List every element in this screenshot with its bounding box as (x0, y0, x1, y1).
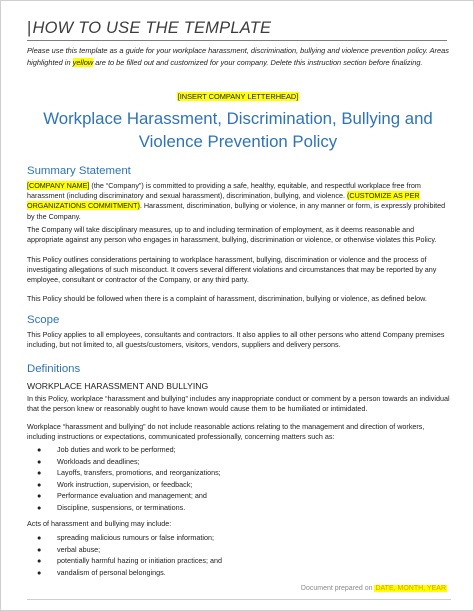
bullet-icon: ● (37, 479, 42, 489)
bullet-icon: ● (37, 456, 42, 466)
list-item-text: potentially harmful hazing or initiation practices; and (57, 556, 223, 565)
definitions-heading: Definitions (27, 363, 81, 375)
definitions-paragraph-1: In this Policy, workplace “harassment and bullying” includes any inappropriate conduct or comment by a person towards an individual that the person knew or reasonably ought to have known would cause them to be humiliated or intimidated. (27, 394, 450, 414)
list-item-text: spreading malicious rumours or false information; (57, 533, 214, 542)
bullet-icon: ● (37, 468, 42, 477)
customize-placeholder: (CUSTOMIZE AS PER ORGANIZATIONS COMMITMENT) (27, 191, 420, 211)
management-actions-list (37, 444, 221, 513)
footer-prefix: Document prepared on (300, 585, 375, 592)
letterhead-text: [INSERT COMPANY LETTERHEAD] (177, 92, 299, 101)
scope-heading: Scope (27, 314, 60, 326)
list-item (37, 479, 221, 491)
instructions-text (27, 45, 451, 68)
list-item (37, 490, 221, 502)
scope-paragraph: This Policy applies to all employees, consultants and contractors. It also applies to all other persons who attend Company premises including, but not limited to, all guests/customers, visitors, vendors, suppliers and delivery persons. (27, 330, 445, 350)
bullet-icon: ● (37, 502, 42, 512)
harassment-acts-list (37, 532, 222, 578)
bullet-icon: ● (37, 544, 42, 554)
bullet-icon: ● (37, 556, 42, 565)
summary-paragraph-3: This Policy outlines considerations pertaining to workplace harassment, bullying, discrimination or violence and the process of investigating allegations of such misconduct. It covers several different violations and circumstances that may be reported by any employee, consultant or contractor of the Company, or any third party. (27, 255, 437, 285)
list-item (37, 544, 222, 556)
list-item-text: Work instruction, supervision, or feedback; (57, 479, 193, 489)
bullet-icon: ● (37, 491, 42, 500)
definitions-paragraph-2: Workplace “harassment and bullying” do not include reasonable actions relating to the management and direction of workers, including instructions or expectations, communicated professionally, concerning matters such as: (27, 422, 425, 442)
list-item (37, 502, 221, 514)
list-item (37, 456, 221, 468)
list-item (37, 567, 222, 579)
definitions-paragraph-3: Acts of harassment and bullying may include: (27, 519, 172, 528)
letterhead-placeholder (1, 92, 474, 101)
list-item (37, 467, 221, 479)
summary-p1-text2: . Harassment, discrimination, bullying or violence, in any manner or form, is expressly prohibited by the Company. (27, 201, 446, 221)
bullet-icon: ● (37, 445, 42, 454)
footer-divider (27, 599, 451, 600)
how-to-title-text: HOW TO USE THE TEMPLATE (32, 19, 272, 37)
list-item-text: Workloads and deadlines; (57, 456, 140, 466)
definitions-subheading: WORKPLACE HARASSMENT AND BULLYING (27, 381, 209, 391)
bullet-icon: ● (37, 533, 42, 542)
bullet-icon: ● (37, 567, 42, 577)
list-item-text: verbal abuse; (57, 544, 101, 554)
instructions-part2: are to be filled out and customized for your company. Delete this instruction section before finalizing. (93, 57, 423, 67)
summary-p1-text1: (the “Company”) is committed to providing a safe, healthy, equitable, and respectful workplace free from harassment (including discriminatory and sexual harassment), discrimination, bullying, and violence. (27, 181, 421, 201)
list-item (37, 555, 222, 567)
summary-paragraph-2: The Company will take disciplinary measures, up to and including termination of employment, as it deems reasonable and appropriate against any person who engages in harassment, bullying, discrimination or violence, or otherwise violates this Policy. (27, 225, 437, 245)
list-item-text: Discipline, suspensions, or terminations. (57, 502, 186, 512)
list-item-text: vandalism of personal belongings. (57, 567, 166, 577)
company-name-placeholder: [COMPANY NAME] (27, 181, 90, 190)
how-to-title (27, 19, 447, 41)
instructions-part1: Please use this template as a guide for your workplace harassment, discrimination, bullying and violence prevention policy. Areas highlighted in (27, 46, 449, 67)
summary-heading: Summary Statement (27, 165, 131, 177)
text-cursor-icon: | (27, 19, 32, 37)
list-item (37, 532, 222, 544)
document-title: Workplace Harassment, Discrimination, Bullying and Violence Prevention Policy (43, 109, 433, 151)
document-footer (301, 585, 447, 592)
footer-date-placeholder: DATE, MONTH, YEAR (375, 585, 446, 592)
instructions-highlight-word: yellow (72, 57, 94, 67)
list-item-text: Performance evaluation and management; and (57, 491, 207, 500)
list-item-text: Job duties and work to be performed; (57, 445, 176, 454)
list-item (37, 444, 221, 456)
list-item-text: Layoffs, transfers, promotions, and reorganizations; (57, 468, 221, 477)
summary-paragraph-1 (27, 181, 452, 222)
summary-paragraph-4: This Policy should be followed when there is a complaint of harassment, discrimination, bullying or violence, as defined below. (27, 294, 427, 303)
